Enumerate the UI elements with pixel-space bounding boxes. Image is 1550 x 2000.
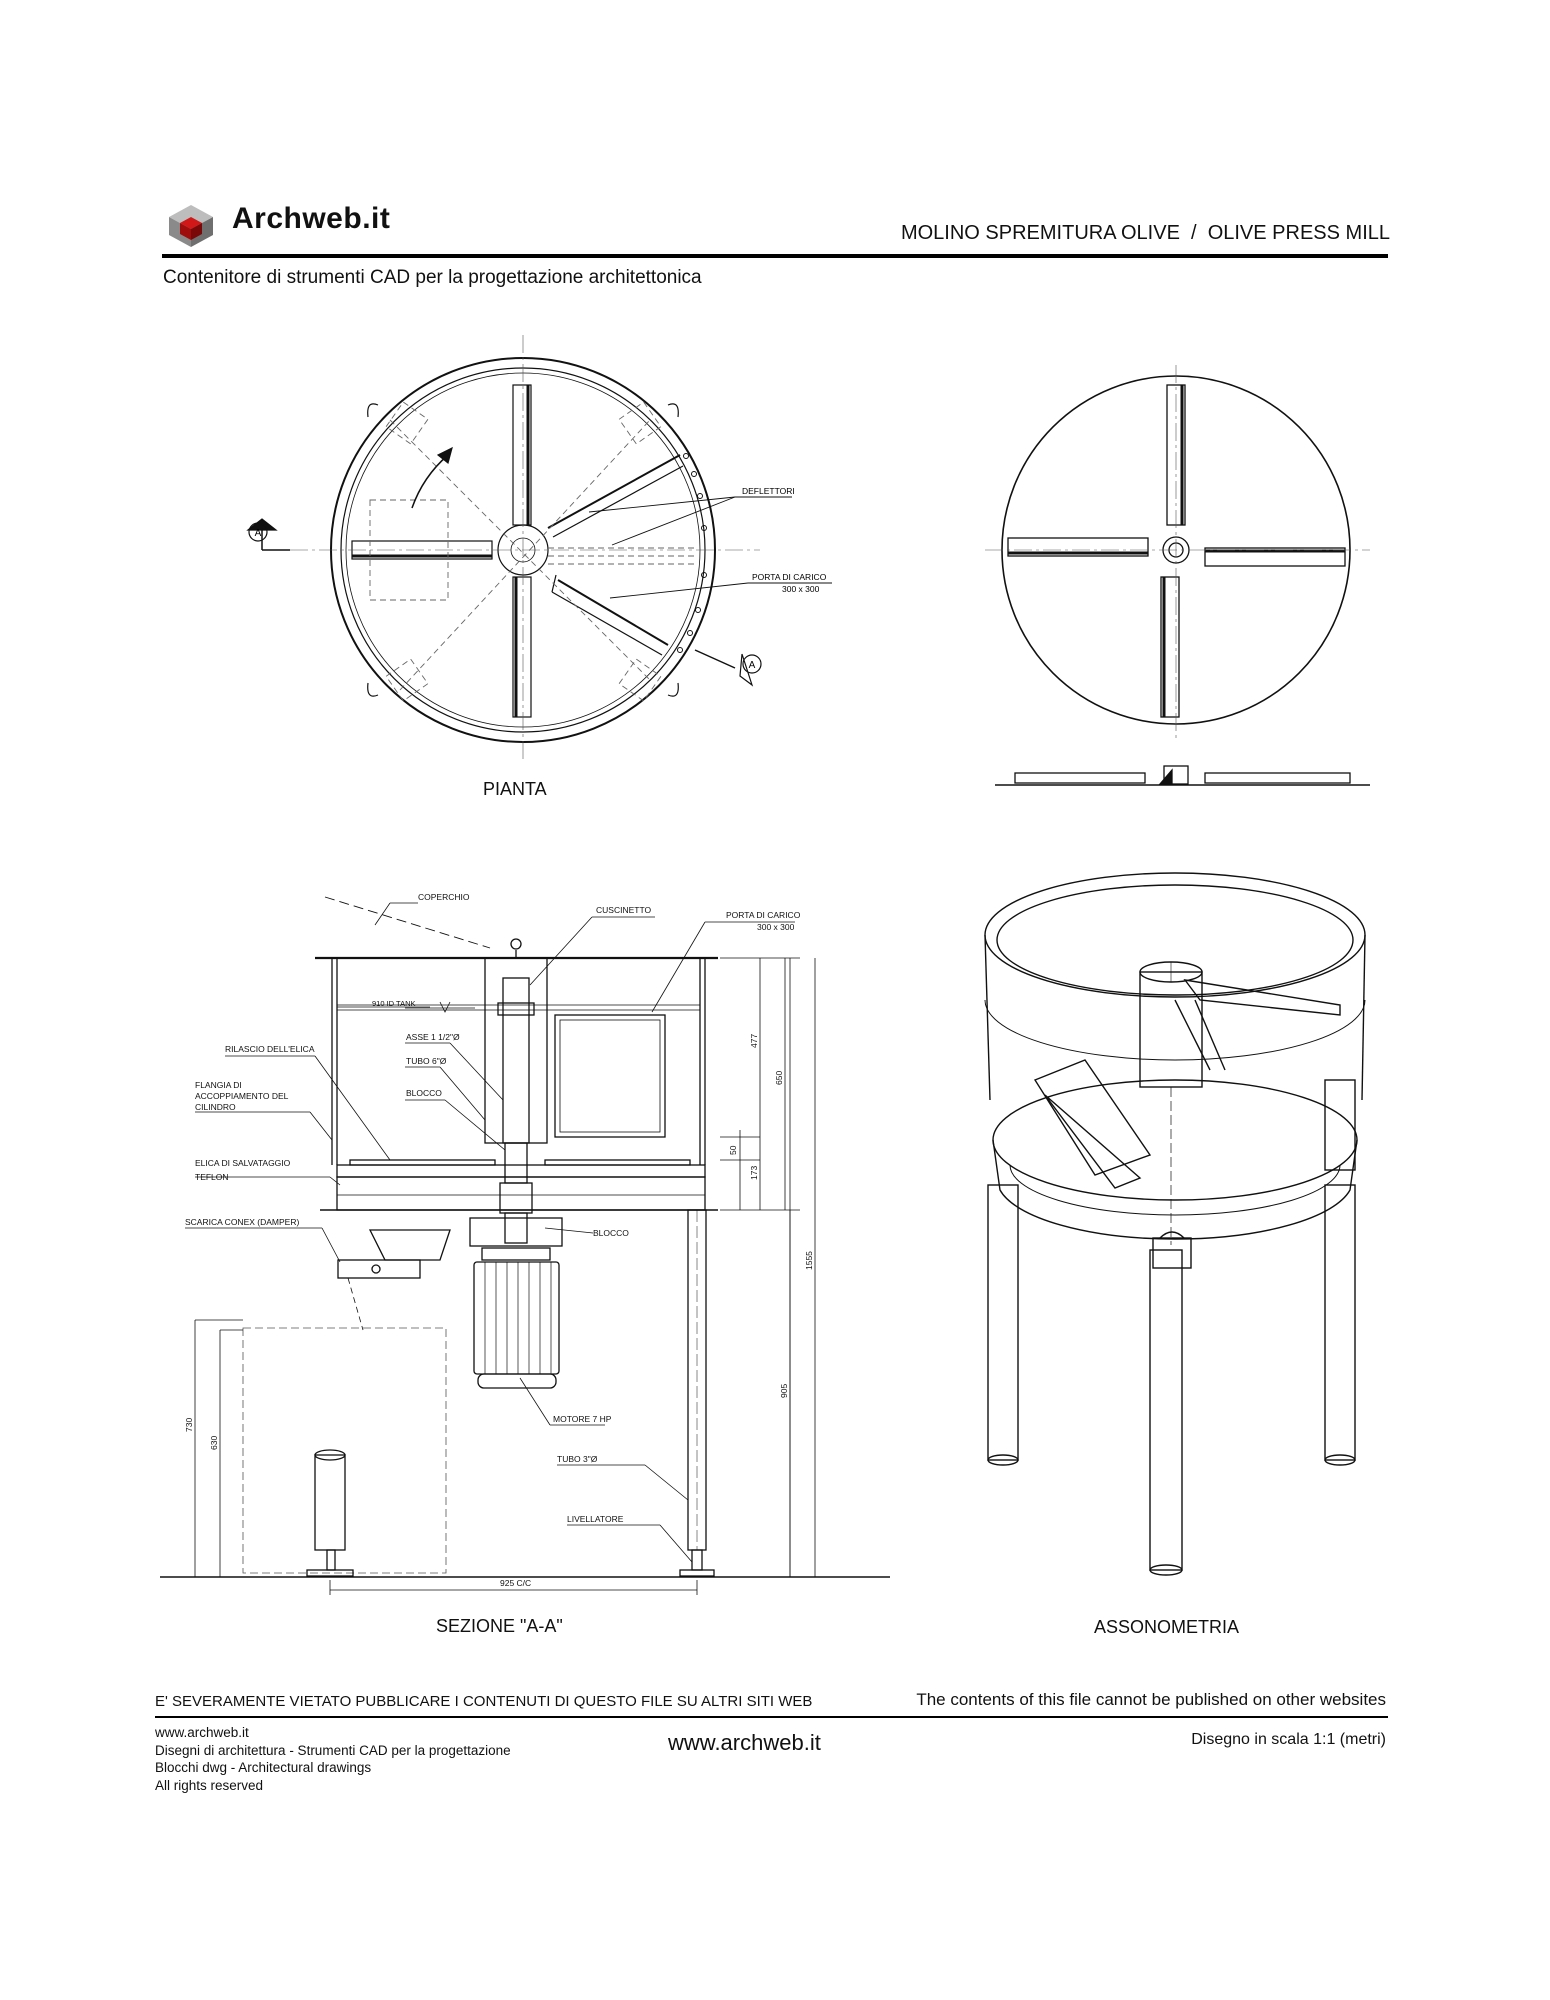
label-deflectors: DEFLETTORI <box>742 486 795 496</box>
footer-line: All rights reserved <box>155 1777 264 1793</box>
label-tank: 910 ID TANK <box>372 999 416 1008</box>
sheet-subtitle: Contenitore di strumenti CAD per la progettazione architettonica <box>163 267 702 288</box>
footer-rule <box>155 1716 1388 1718</box>
label-plan-loading-door: PORTA DI CARICO <box>752 572 827 582</box>
header-rule <box>162 254 1388 258</box>
footer-scale: Disegno in scala 1:1 (metri) <box>1191 1731 1386 1748</box>
label-bearing: CUSCINETTO <box>596 905 652 915</box>
caption-axonometric: ASSONOMETRIA <box>1094 1617 1240 1637</box>
footer-info <box>155 1724 511 1794</box>
section-view <box>160 897 890 1595</box>
secondary-plan-view <box>985 365 1370 785</box>
dim-477: 477 <box>749 1033 759 1048</box>
dim-1555: 1555 <box>804 1251 814 1270</box>
dim-173: 173 <box>749 1165 759 1180</box>
dim-925: 925 C/C <box>500 1578 532 1588</box>
dim-905: 905 <box>779 1383 789 1398</box>
caption-section: SEZIONE "A-A" <box>436 1616 563 1636</box>
label-propeller-2: TEFLON <box>195 1172 229 1182</box>
label-propeller-release: RILASCIO DELL'ELICA <box>225 1044 315 1054</box>
plan-marker-right: A <box>748 660 756 671</box>
label-section-loading-door-size: 300 x 300 <box>757 922 795 932</box>
label-leveler: LIVELLATORE <box>567 1514 624 1524</box>
dim-630: 630 <box>209 1435 219 1450</box>
label-motor: MOTORE 7 HP <box>553 1414 612 1424</box>
plan-view <box>248 335 832 760</box>
label-flange-2: ACCOPPIAMENTO DEL <box>195 1091 289 1101</box>
footer-website-link[interactable]: www.archweb.it <box>668 1730 821 1755</box>
caption-plan: PIANTA <box>483 779 547 799</box>
label-section-loading-door: PORTA DI CARICO <box>726 910 801 920</box>
label-plan-loading-door-size: 300 x 300 <box>782 584 820 594</box>
label-axle: ASSE 1 1/2"Ø <box>406 1032 460 1042</box>
label-block-lower: BLOCCO <box>593 1228 629 1238</box>
label-tube3: TUBO 3"Ø <box>557 1454 598 1464</box>
label-flange-3: CILINDRO <box>195 1102 236 1112</box>
dim-650: 650 <box>774 1070 784 1085</box>
dim-730: 730 <box>184 1417 194 1432</box>
label-block-upper: BLOCCO <box>406 1088 442 1098</box>
section-labels <box>184 892 814 1588</box>
label-discharge: SCARICA CONEX (DAMPER) <box>185 1217 300 1227</box>
sheet-title: MOLINO SPREMITURA OLIVE / OLIVE PRESS MILL <box>900 222 1390 244</box>
label-lid: COPERCHIO <box>418 892 470 902</box>
label-flange-1: FLANGIA DI <box>195 1080 242 1090</box>
dim-50: 50 <box>728 1145 738 1155</box>
label-propeller-1: ELICA DI SALVATAGGIO <box>195 1158 291 1168</box>
footer-line: Disegni di architettura - Strumenti CAD per la progettazione <box>155 1742 511 1758</box>
plan-marker-left: A <box>254 528 262 539</box>
brand-name: Archweb.it <box>232 202 391 235</box>
axonometric-view <box>985 873 1365 1575</box>
footer-warning-en: The contents of this file cannot be published on other websites <box>916 1690 1386 1709</box>
label-tube6: TUBO 6"Ø <box>406 1056 447 1066</box>
footer-warning-it: E' SEVERAMENTE VIETATO PUBBLICARE I CONTENUTI DI QUESTO FILE SU ALTRI SITI WEB <box>155 1693 813 1710</box>
archweb-logo-icon <box>169 205 213 247</box>
footer-line: Blocchi dwg - Architectural drawings <box>155 1760 372 1775</box>
footer-line[interactable]: www.archweb.it <box>155 1725 249 1740</box>
